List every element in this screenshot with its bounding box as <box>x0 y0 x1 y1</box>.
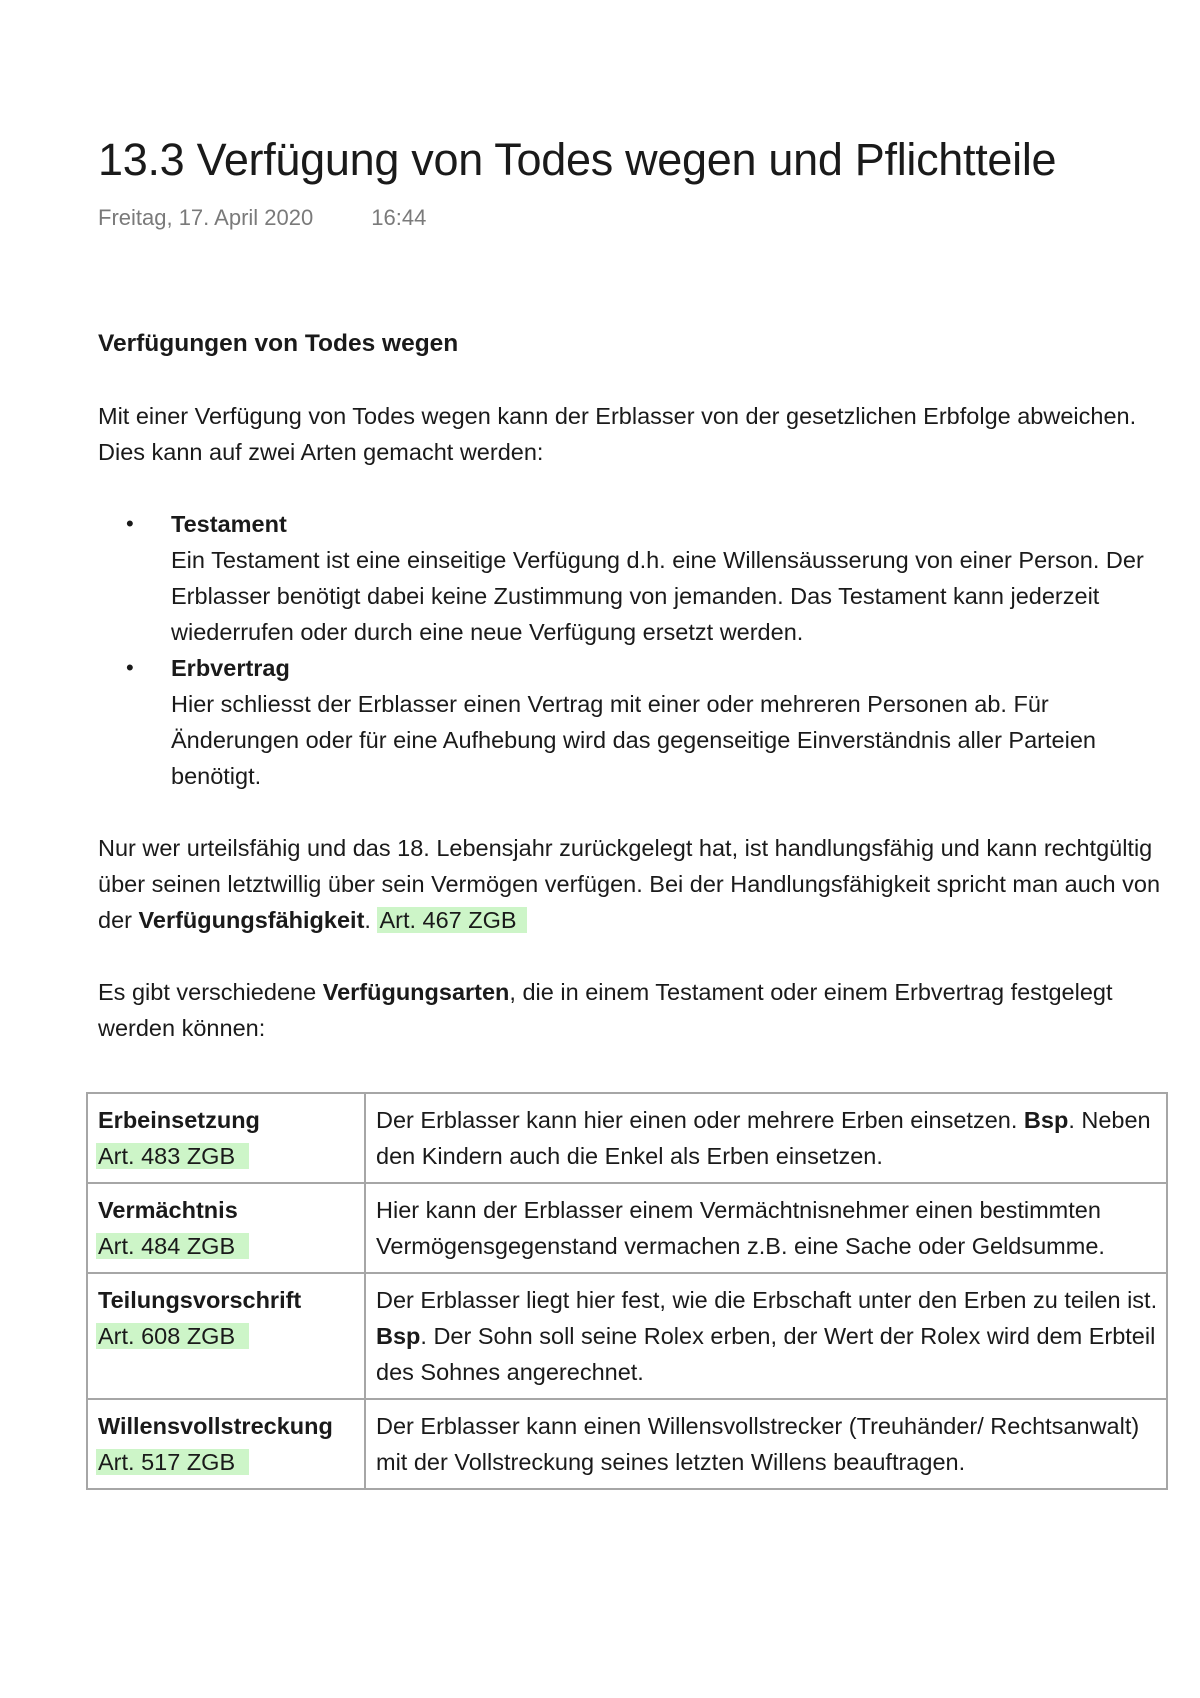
capacity-punct: . <box>364 907 371 933</box>
row-description: Hier kann der Erblasser einem Vermächtnisnehmer einen bestimmten Vermögensgegenstand vermachen z.B. eine Sache oder Geldsumme. <box>376 1197 1105 1259</box>
table-cell-description <box>365 1273 1167 1399</box>
bullet-icon: • <box>126 511 134 536</box>
law-reference: Art. 484 ZGB <box>96 1233 249 1259</box>
types-intro-text: Es gibt verschiedene <box>98 979 323 1005</box>
table-cell-description <box>365 1183 1167 1273</box>
types-intro-text-after: , die in einem Testament oder einem Erbvertrag festgelegt werden können: <box>98 979 1113 1041</box>
law-reference: Art. 483 ZGB <box>96 1143 249 1169</box>
definition-text: Hier schliesst der Erblasser einen Vertrag mit einer oder mehreren Personen ab. Für Änderungen oder für eine Aufhebung wird das gegenseitige Einverständnis aller Parteien benötigt. <box>171 691 1096 789</box>
types-intro-paragraph <box>98 974 1178 1046</box>
intro-paragraph: Mit einer Verfügung von Todes wegen kann der Erblasser von der gesetzlichen Erbfolge abweichen. Dies kann auf zwei Arten gemacht werden: <box>98 403 1137 465</box>
table-cell-term <box>87 1399 365 1489</box>
example-label: Bsp <box>1023 1107 1069 1133</box>
table-cell-term <box>87 1273 365 1399</box>
row-term: Teilungsvorschrift <box>98 1287 302 1313</box>
table-cell-term <box>87 1183 365 1273</box>
law-reference: Art. 467 ZGB <box>377 907 526 933</box>
bullet-icon: • <box>126 655 134 680</box>
definition-term: Testament <box>171 511 287 537</box>
list-item-erbvertrag <box>98 650 1178 794</box>
row-description: Der Erblasser kann einen Willensvollstrecker (Treuhänder/ Rechtsanwalt) mit der Vollstreckung seines letzten Willens beauftragen. <box>376 1413 1140 1475</box>
table-row <box>87 1273 1167 1399</box>
law-reference: Art. 517 ZGB <box>96 1449 249 1475</box>
definition-text: Ein Testament ist eine einseitige Verfügung d.h. eine Willensäusserung von einer Person. Der Erblasser benötigt dabei keine Zustimmung von jemanden. Das Testament kann jederzeit wiederrufen oder durch eine neue Verfügung ersetzt werden. <box>171 547 1144 645</box>
example-label: Bsp <box>376 1323 421 1349</box>
page-timestamp <box>98 205 426 231</box>
table-cell-description <box>365 1399 1167 1489</box>
row-description: Der Erblasser kann hier einen oder mehrere Erben einsetzen. <box>376 1107 1018 1133</box>
capacity-paragraph <box>98 830 1178 938</box>
note-body <box>98 326 1178 1046</box>
table-cell-term <box>87 1093 365 1183</box>
definition-list <box>98 506 1178 794</box>
row-description-example: . Neben den Kindern auch die Enkel als Erben einsetzen. <box>376 1107 1151 1169</box>
row-term: Vermächtnis <box>98 1197 238 1223</box>
row-term: Erbeinsetzung <box>98 1107 260 1133</box>
row-description: Der Erblasser liegt hier fest, wie die Erbschaft unter den Erben zu teilen ist. <box>376 1287 1158 1313</box>
table-cell-description <box>365 1093 1167 1183</box>
row-term: Willensvollstreckung <box>98 1413 333 1439</box>
section-heading: Verfügungen von Todes wegen <box>98 330 459 357</box>
definition-term: Erbvertrag <box>171 655 290 681</box>
types-intro-term: Verfügungsarten <box>322 979 510 1005</box>
disposition-types-table <box>86 1092 1168 1490</box>
page-time: 16:44 <box>371 205 427 230</box>
table-row <box>87 1093 1167 1183</box>
page-date: Freitag, 17. April 2020 <box>98 205 314 230</box>
capacity-term: Verfügungsfähigkeit <box>138 907 365 933</box>
table-row <box>87 1399 1167 1489</box>
table-row <box>87 1183 1167 1273</box>
law-reference: Art. 608 ZGB <box>96 1323 249 1349</box>
capacity-text: Nur wer urteilsfähig und das 18. Lebensjahr zurückgelegt hat, ist handlungsfähig und kann rechtgültig über seinen letztwillig über sein Vermögen verfügen. Bei der Handlungsfähigkeit spricht man auch von der <box>98 835 1161 933</box>
page-title: 13.3 Verfügung von Todes wegen und Pflichtteile <box>98 134 1057 185</box>
list-item-testament <box>98 506 1178 650</box>
row-description-example: . Der Sohn soll seine Rolex erben, der Wert der Rolex wird dem Erbteil des Sohnes angerechnet. <box>376 1323 1156 1385</box>
